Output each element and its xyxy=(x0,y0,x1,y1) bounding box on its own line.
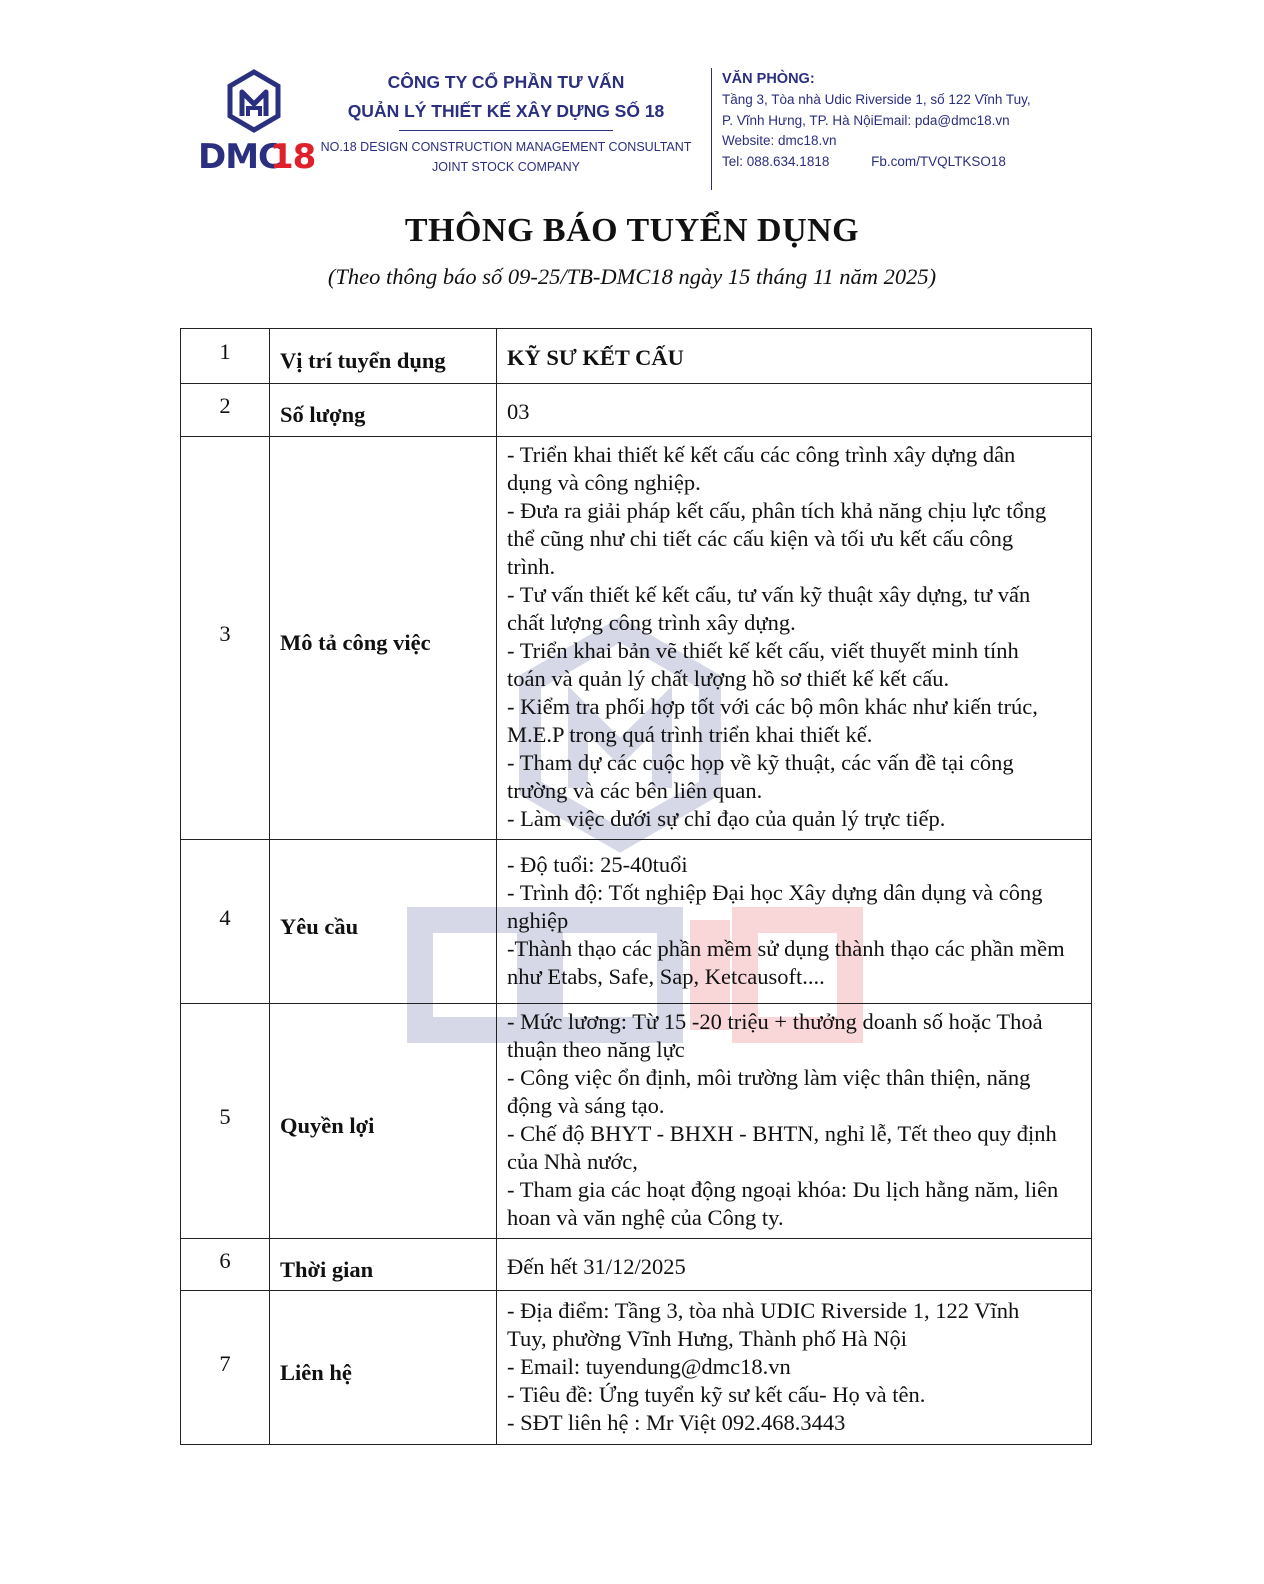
text-line: - Trình độ: Tốt nghiệp Đại học Xây dựng dân dụng và công xyxy=(507,879,1043,905)
job-description-value xyxy=(497,437,1092,840)
text-line: - Triển khai bản vẽ thiết kế kết cấu, viết thuyết minh tính xyxy=(507,638,1019,663)
row-label: Thời gian xyxy=(270,1239,497,1291)
row-label: Liên hệ xyxy=(270,1291,497,1445)
text-line: của Nhà nước, xyxy=(507,1149,638,1174)
table-row xyxy=(181,1239,1092,1291)
text-line: - Mức lương: Từ 15 -20 triệu + thưởng doanh số hoặc Thoả xyxy=(507,1009,1043,1034)
text-line: - Làm việc dưới sự chỉ đạo của quản lý trực tiếp. xyxy=(507,806,946,831)
text-line: - Tham gia các hoạt động ngoại khóa: Du lịch hằng năm, liên xyxy=(507,1177,1059,1202)
company-name-vn-line1: CÔNG TY CỔ PHẦN TƯ VẤN xyxy=(387,72,625,92)
text-line: trình. xyxy=(507,554,556,579)
company-name-divider xyxy=(399,130,613,131)
text-line: dụng và công nghiệp. xyxy=(507,470,701,495)
table-row xyxy=(181,384,1092,437)
text-line: - Email: tuyendung@dmc18.vn xyxy=(507,1353,791,1379)
text-line: chất lượng công trình xây dựng. xyxy=(507,610,796,635)
text-line: - Đưa ra giải pháp kết cấu, phân tích khả năng chịu lực tổng xyxy=(507,498,1047,523)
benefits-value xyxy=(497,1004,1092,1239)
text-line: - Địa điểm: Tầng 3, tòa nhà UDIC Riverside 1, 122 Vĩnh xyxy=(507,1297,1020,1323)
text-line: như Etabs, Safe, Sap, Ketcausoft.... xyxy=(507,963,825,989)
header-divider xyxy=(711,68,712,190)
text-line: thuận theo năng lực xyxy=(507,1037,685,1062)
text-line: - Tham dự các cuộc họp về kỹ thuật, các vấn đề tại công xyxy=(507,750,1014,775)
text-line: thể cũng như chi tiết các cấu kiện và tối ưu kết cấu công xyxy=(507,526,1014,551)
job-table xyxy=(180,328,1092,1445)
company-name-vn-line2: QUẢN LÝ THIẾT KẾ XÂY DỰNG SỐ 18 xyxy=(347,101,665,121)
svg-text:DMC: DMC xyxy=(198,137,283,177)
svg-text:18: 18 xyxy=(270,137,316,177)
text-line: hoan và văn nghệ của Công ty. xyxy=(507,1205,784,1230)
table-row xyxy=(181,329,1092,384)
office-title: VĂN PHÒNG: xyxy=(722,71,815,87)
text-line: - Độ tuổi: 25-40tuổi xyxy=(507,851,688,877)
row-number: 5 xyxy=(181,1004,270,1239)
text-line: -Thành thạo các phần mềm sử dụng thành thạo các phần mềm xyxy=(507,935,1065,961)
text-line: - Kiểm tra phối hợp tốt với các bộ môn khác như kiến trúc, xyxy=(507,694,1038,719)
contact-value xyxy=(497,1291,1092,1445)
text-line: - Tư vấn thiết kế kết cấu, tư vấn kỹ thuật xây dựng, tư vấn xyxy=(507,582,1031,607)
text-line: M.E.P trong quá trình triển khai thiết kế. xyxy=(507,722,873,747)
requirements-value xyxy=(497,840,1092,1004)
office-tel: Tel: 088.634.1818 xyxy=(722,153,830,169)
office-address-line2: P. Vĩnh Hưng, TP. Hà NộiEmail: pda@dmc18.vn xyxy=(722,112,1010,128)
quantity-value: 03 xyxy=(497,384,1092,437)
position-value: KỸ SƯ KẾT CẤU xyxy=(497,329,1092,384)
dmc18-logo-icon xyxy=(198,70,316,177)
deadline-value: Đến hết 31/12/2025 xyxy=(497,1239,1092,1291)
row-label: Quyền lợi xyxy=(270,1004,497,1239)
row-number: 4 xyxy=(181,840,270,1004)
row-label: Mô tả công việc xyxy=(270,437,497,840)
row-number: 3 xyxy=(181,437,270,840)
table-row xyxy=(181,840,1092,1004)
text-line: - Chế độ BHYT - BHXH - BHTN, nghỉ lễ, Tết theo quy định xyxy=(507,1121,1057,1146)
office-contact-row xyxy=(722,152,1102,173)
office-address-line1: Tầng 3, Tòa nhà Udic Riverside 1, số 122 Vĩnh Tuy, xyxy=(722,92,1031,107)
company-logo xyxy=(198,70,316,177)
office-website: Website: dmc18.vn xyxy=(722,133,837,148)
page-subtitle: (Theo thông báo số 09-25/TB-DMC18 ngày 15 tháng 11 năm 2025) xyxy=(327,264,937,289)
page-title: THÔNG BÁO TUYỂN DỤNG xyxy=(404,212,860,249)
company-name-en-line1: NO.18 DESIGN CONSTRUCTION MANAGEMENT CONSULTANT xyxy=(320,140,692,154)
text-line: toán và quản lý chất lượng hồ sơ thiết kế kết cấu. xyxy=(507,666,950,691)
office-info xyxy=(722,68,1102,172)
company-name-block xyxy=(316,68,696,177)
text-line: - Triển khai thiết kế kết cấu các công trình xây dựng dân xyxy=(507,442,1016,467)
row-number: 6 xyxy=(181,1239,270,1291)
row-label: Vị trí tuyển dụng xyxy=(270,329,497,384)
office-facebook: Fb.com/TVQLTKSO18 xyxy=(871,153,1006,169)
row-label: Số lượng xyxy=(270,384,497,437)
row-label: Yêu cầu xyxy=(270,840,497,1004)
row-number: 1 xyxy=(181,329,270,384)
text-line: - SĐT liên hệ : Mr Việt 092.468.3443 xyxy=(507,1409,846,1435)
table-row xyxy=(181,437,1092,840)
text-line: Tuy, phường Vĩnh Hưng, Thành phố Hà Nội xyxy=(507,1325,908,1351)
table-row xyxy=(181,1291,1092,1445)
text-line: - Công việc ổn định, môi trường làm việc thân thiện, năng xyxy=(507,1065,1031,1090)
company-name-en-line2: JOINT STOCK COMPANY xyxy=(432,160,580,174)
text-line: trường và các bên liên quan. xyxy=(507,778,763,803)
row-number: 2 xyxy=(181,384,270,437)
text-line: nghiệp xyxy=(507,907,569,933)
text-line: - Tiêu đề: Ứng tuyển kỹ sư kết cấu- Họ và tên. xyxy=(507,1381,926,1407)
row-number: 7 xyxy=(181,1291,270,1445)
text-line: động và sáng tạo. xyxy=(507,1093,665,1118)
table-row xyxy=(181,1004,1092,1239)
